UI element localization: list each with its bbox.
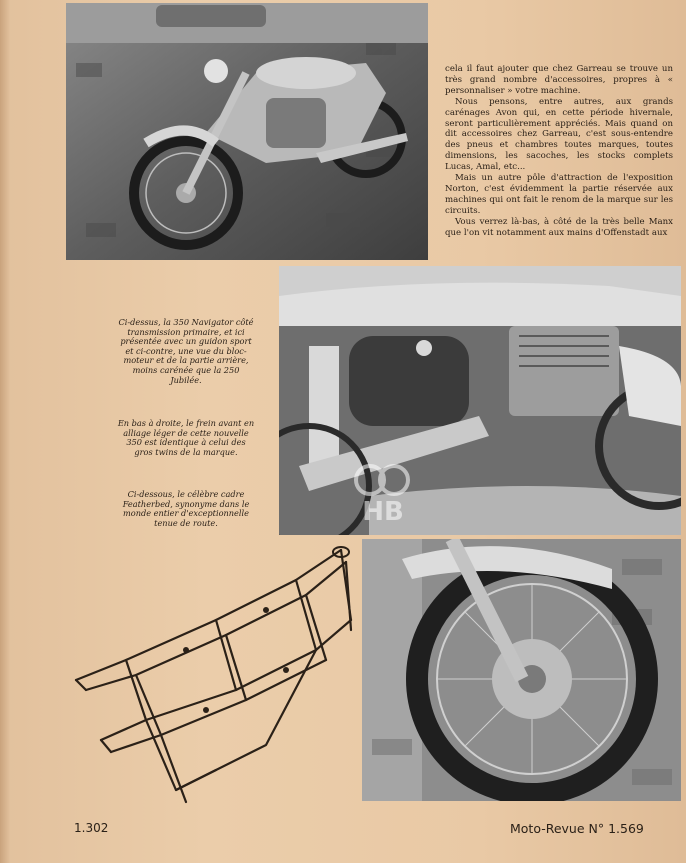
watermark-text: HB (362, 497, 404, 527)
page-number: 1.302 (74, 821, 109, 835)
hb-watermark-logo (348, 462, 418, 528)
article-paragraph: Mais un autre pôle d'attraction de l'exposition Norton, c'est évidemment la partie réservée aux machines qui ont fait le renom de la marque sur les circuits. (445, 173, 673, 216)
article-paragraph: Nous pensons, entre autres, aux grands carénages Avon qui, en cette période hivernale, seront particulièrement appréciés. Mais quand on dit accessoires chez Garreau, c'est sous-entendre des pneus et chambres toutes marques, toutes dimensions, les sacoches, les stocks complets Lucas, Amal, etc... (445, 96, 673, 173)
page-spine-shadow (0, 0, 10, 863)
article-paragraph: cela il faut ajouter que chez Garreau se trouve un très grand nombre d'accessoires, propres à « personnaliser » votre machine. (445, 64, 673, 96)
caption-front-brake: En bas à droite, le frein avant en alliage léger de cette nouvelle 350 est identique à celui des gros twins de la marque. (117, 418, 255, 457)
magazine-issue-footer: Moto-Revue N° 1.569 (510, 821, 644, 836)
caption-featherbed-frame: Ci-dessous, le célèbre cadre Featherbed, synonyme dans le monde entier d'exceptionnelle tenue de route. (122, 489, 250, 528)
photo-engine-closeup (279, 266, 681, 535)
photo-motorcycle-side (66, 3, 428, 260)
featherbed-frame-drawing (66, 540, 362, 815)
photo-front-wheel-brake (362, 539, 681, 801)
article-paragraph: Vous verrez là-bas, à côté de la très belle Manx que l'on vit notamment aux mains d'Offenstadt aux (445, 216, 673, 238)
article-text-column (445, 64, 673, 239)
caption-navigator: Ci-dessus, la 350 Navigator côté transmission primaire, et ici présentée avec un guidon sport et ci-contre, une vue du bloc-moteur et de la partie arrière, moins carénée que la 250 Jubilée. (118, 317, 254, 385)
